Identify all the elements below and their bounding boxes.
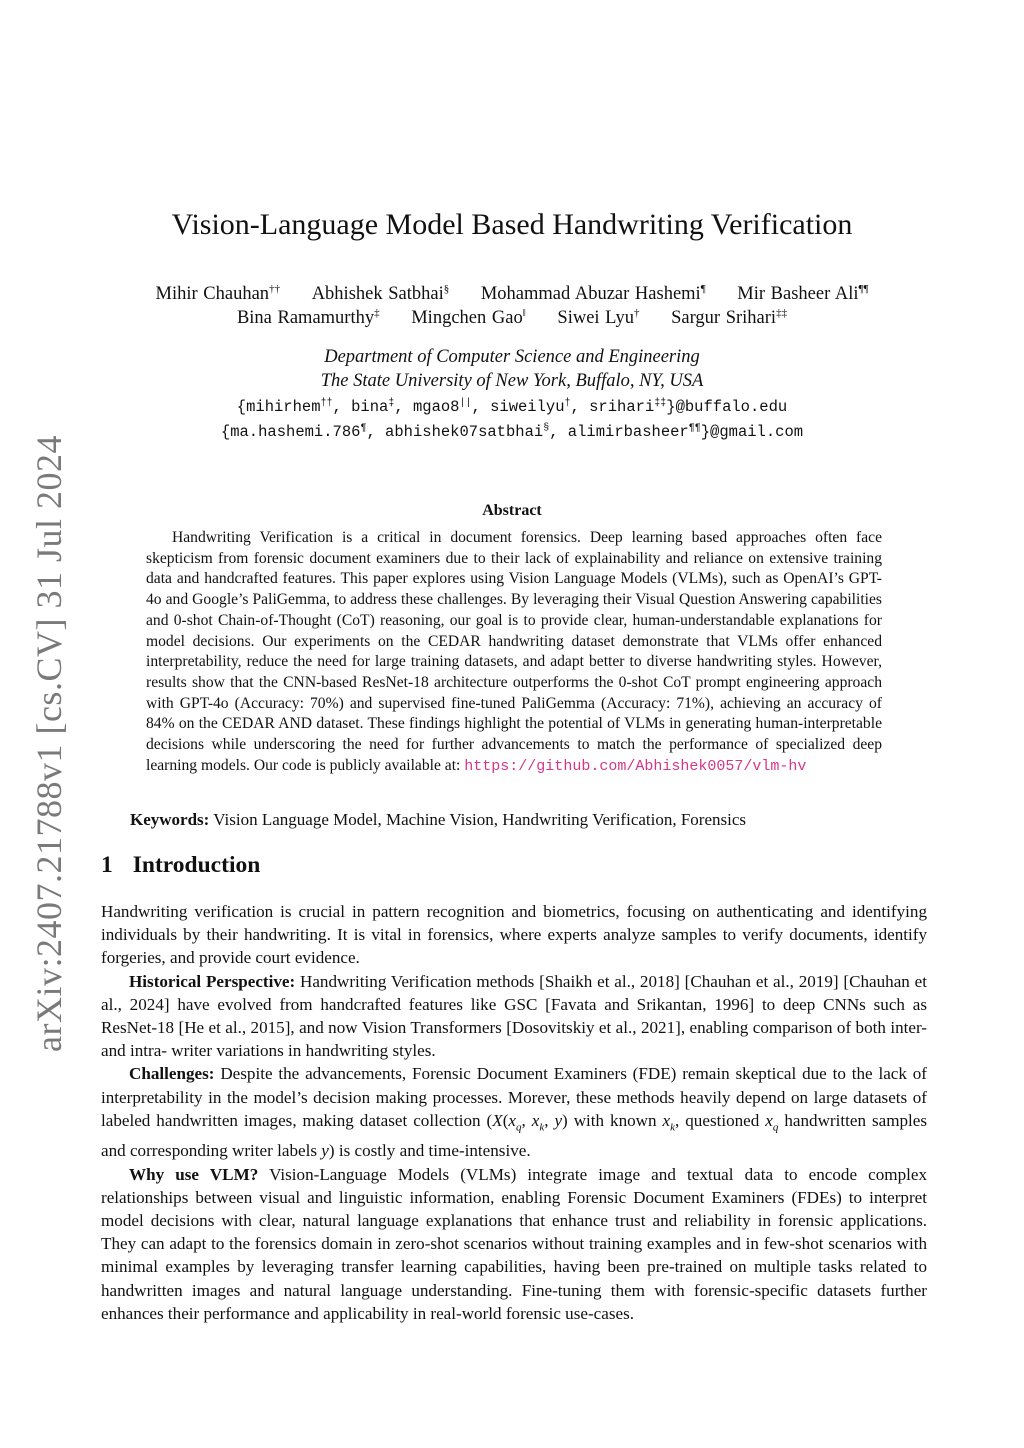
section-number: 1 [101, 852, 113, 878]
author: Mir Basheer Ali¶¶ [737, 283, 869, 305]
arxiv-sidebar-stamp: arXiv:2407.21788v1 [cs.CV] 31 Jul 2024 [29, 435, 69, 1052]
author-row-1 [0, 283, 1024, 305]
affiliation-department: Department of Computer Science and Engineering [324, 347, 700, 367]
author: Mihir Chauhan†† [155, 283, 281, 305]
abstract-text: Handwriting Verification is a critical in document forensics. Deep learning based approaches often face skepticism from forensic document examiners due to their lack of explainability and reliance on extensive training data and handcrafted features. This paper explores using Vision Language Models (VLMs), such as OpenAI’s GPT-4o and Google’s PaliGemma, to address these challenges. By leveraging their Visual Question Answering capabilities and 0-shot Chain-of-Thought (CoT) reasoning, our goal is to provide clear, human-understandable explanations for model decisions. Our experiments on the CEDAR handwriting dataset demonstrate that VLMs offer enhanced interpretability, reduce the need for large training datasets, and adapt better to diverse handwriting styles. However, results show that the CNN-based ResNet-18 architecture outperforms the 0-shot CoT prompt engineering approach with GPT-4o (Accuracy: 70%) and supervised fine-tuned PaliGemma (Accuracy: 71%), achieving an accuracy of 84% on the CEDAR AND dataset. These findings highlight the potential of VLMs in generating human-interpretable decisions while underscoring the need for further advancements to match the performance of specialized deep learning models. Our code is publicly available at: [146, 529, 882, 774]
intro-paragraph-why-vlm: Why use VLM? Vision-Language Models (VLMs) integrate image and textual data to encode complex relationships between visual and linguistic information, enabling Forensic Document Examiners (FDEs) to interpret model decisions with clear, natural language explanations that enhance trust and reliability in forensic applications. They can adapt to the forensics domain in zero-shot scenarios without training examples and in few-shot scenarios with minimal examples by leveraging transfer learning capabilities, having been pre-trained on multiple tasks related to handwritten images and natural language understanding. Fine-tuning them with forensic-specific datasets further enhances their performance and applicability in real-world forensic use-cases. [101, 1164, 928, 1323]
intro-paragraph: Handwriting verification is crucial in pattern recognition and biometrics, focusing on authenticating and identifying individuals by their handwriting. It is vital in forensics, where experts analyze samples to verify documents, identify forgeries, and provide court evidence. [101, 902, 927, 968]
keywords-text: Vision Language Model, Machine Vision, Handwriting Verification, Forensics [213, 810, 747, 829]
author: Siwei Lyu† [557, 307, 640, 329]
affiliation-university: The State University of New York, Buffalo, NY, USA [320, 371, 704, 391]
intro-paragraph-historical: Historical Perspective: Handwriting Verification methods [Shaikh et al., 2018] [Chauhan et al., 2019] [Chauhan et al., 2024] have evolved from handcrafted features like GSC [Favata and Srikantan, 1996] to deep CNNs such as ResNet-18 [He et al., 2015], and now Vision Transformers [Dosovitskiy et al., 2021], enabling comparison of both inter- and intra- writer variations in handwriting styles. [101, 971, 927, 1061]
intro-paragraph-challenges: Challenges: Despite the advancements, Forensic Document Examiners (FDE) remain skeptical due to the lack of interpretability in the model’s decision making processes. Morever, these methods heavily depend on large datasets of labeled handwritten images, making dataset collection ($X(x_q$, $x_k$, y) with known $x_k$, questioned $x_q$ handwritten samples and corresponding writer labels y) is costly and time-intensive. [101, 1064, 928, 1161]
email-line-gmail: {ma.hashemi.786¶, abhishek07satbhai§, alimirbasheer¶¶}@gmail.com [220, 423, 804, 442]
email-line-buffalo: {mihirhem††, bina‡, mgao8||, siweilyu†, srihari‡‡}@buffalo.edu [236, 398, 788, 417]
author-row-2 [0, 307, 1024, 329]
paper-title: Vision-Language Model Based Handwriting Verification [171, 208, 853, 241]
keywords [130, 810, 746, 830]
author: Mingchen Gao‖ [411, 307, 526, 329]
abstract-heading: Abstract [482, 502, 542, 519]
author: Abhishek Satbhai§ [311, 283, 450, 305]
abstract-body [146, 528, 882, 777]
author: Bina Ramamurthy‡ [236, 307, 380, 329]
section-heading-introduction [101, 852, 260, 879]
keywords-label: Keywords: [130, 810, 210, 829]
author: Mohammad Abuzar Hashemi¶ [480, 283, 706, 305]
introduction-body [101, 900, 927, 1325]
code-link[interactable]: https://github.com/Abhishek0057/vlm-hv [464, 757, 807, 775]
author: Sargur Srihari‡‡ [671, 307, 788, 329]
section-title: Introduction [132, 852, 261, 878]
